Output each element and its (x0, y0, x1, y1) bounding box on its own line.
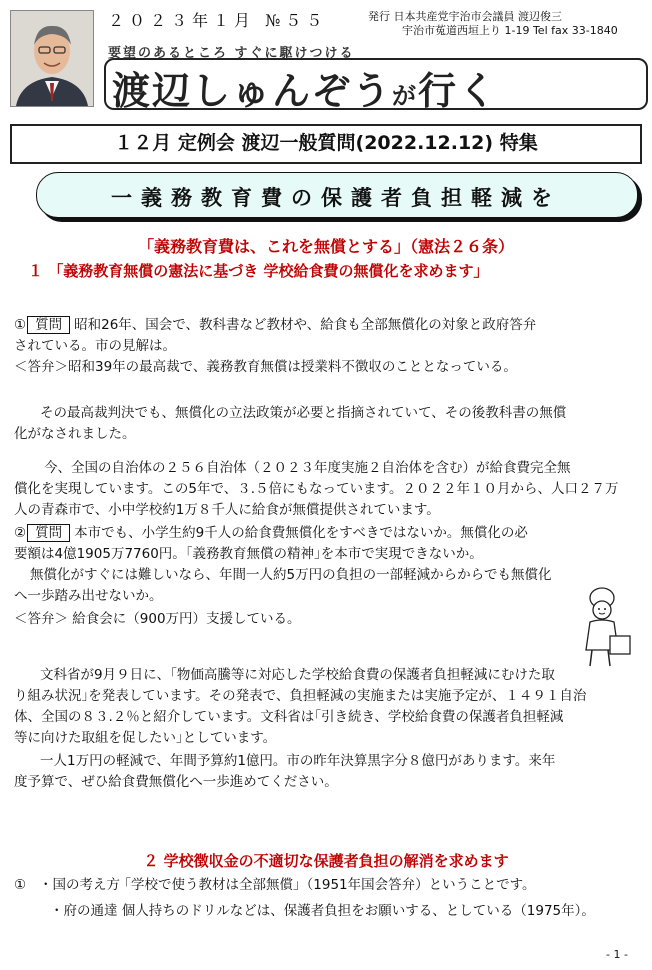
page-number: - 1 - (606, 948, 628, 961)
question2-line2: 要額は4億1905万7760円。｢義務教育無償の精神｣を本市で実現できないか。 (14, 546, 483, 562)
headline: １２月 定例会 渡辺一般質問(2022.12.12) 特集 (114, 132, 538, 154)
paragraph2-line2: 償化を実現しています。この5年で、３.５倍にもなっています。２０２２年１０月から、人口２７万 (14, 481, 619, 497)
answer2: ＜答弁＞ 給食会に（900万円）支援している。 (14, 611, 301, 627)
tagline: 要望のあるところ すぐに駆けつける (108, 46, 355, 61)
question2-line4: へ一歩踏み出せないか。 (14, 588, 163, 604)
paragraph1-line1: その最高裁判決でも、無償化の立法政策が必要と指摘されていて、その後教科書の無償 (40, 405, 567, 421)
question-label: 質問 (27, 316, 70, 334)
question2-line1 (14, 524, 528, 542)
paragraph3-line2: り組み状況｣を発表しています。その発表で、負担軽減の実施または実施予定が、１４９１自治 (14, 688, 587, 704)
publisher-address: 宇治市菟道西垣上り 1-19 Tel fax 33-1840 (402, 24, 618, 37)
section2-item1-line2: ・府の通達 個人持ちのドリルなどは、保護者負担をお願いする、としている（1975年）。 (50, 903, 595, 919)
publisher-info (368, 10, 618, 38)
q1-number: ① (14, 317, 27, 333)
answer1: ＜答弁＞昭和39年の最高裁で、義務教育無償は授業料不徴収のこととなっている。 (14, 359, 517, 375)
masthead-particle: が (392, 82, 419, 110)
paragraph4-line1: 一人1万円の軽減で、年間予算約1億円。市の昨年決算黒字分８億円があります。来年 (40, 753, 556, 769)
question-label: 質問 (27, 524, 70, 542)
banner-title: 一義務教育費の保護者負担軽減を (111, 185, 561, 210)
paragraph2-line1: 今、全国の自治体の２５６自治体（２０２３年度実施２自治体を含む）が給食費完全無 (44, 460, 571, 476)
question1-line1 (14, 316, 536, 334)
constitution-quote: 「義務教育費は、これを無償とする」（憲法２６条） (137, 237, 514, 256)
paragraph3-line3: 体、全国の８３.２％と紹介しています。文科省は｢引き続き、学校給食費の保護者負担軽減 (14, 709, 564, 725)
section2-item-number: ① (14, 877, 27, 893)
paragraph1-line2: 化がなされました。 (14, 426, 136, 442)
section1-title: １ 「義務教育無償の憲法に基づき 学校給食費の無償化を求めます」 (28, 262, 489, 280)
masthead-title (112, 60, 498, 115)
question1-line2: されている。市の見解は。 (14, 338, 176, 354)
paragraph4-line2: 度予算で、ぜひ給食費無償化へ一歩進めてください。 (14, 774, 338, 790)
paragraph2-line3: 人の青森市で、小中学校約1万８千人に給食が無償提供されています。 (14, 502, 440, 518)
question2-line3: 無償化がすぐには難しいなら、年間一人約5万円の負担の一部軽減からからでも無償化 (30, 567, 552, 583)
q2-number: ② (14, 525, 27, 541)
q1-text: 昭和26年、国会で、教科書など教材や、給食も全部無償化の対象と政府答弁 (74, 317, 537, 333)
publisher-line1: 発行 日本共産党宇治市会議員 渡辺俊三 (368, 10, 562, 23)
masthead-main: 渡辺しゅんぞう (112, 69, 393, 113)
section2-item1-line1 (14, 876, 536, 894)
author-photo (10, 10, 94, 107)
issue-number: ２０２３年１月 №５５ (108, 11, 328, 30)
section2-line1-text: ・国の考え方 ｢学校で使う教材は全部無償｣（1951年国会答弁）ということです。 (38, 877, 536, 893)
q2-text: 本市でも、小学生約9千人の給食費無償化をすべきではないか。無償化の必 (74, 525, 528, 541)
paragraph3-line1: 文科省が9月９日に、｢物価高騰等に対応した学校給食費の保護者負担軽減にむけた取 (40, 667, 555, 683)
paragraph3-line4: 等に向けた取組を促したい｣としています。 (14, 730, 277, 746)
section2-title: ２ 学校徴収金の不適切な保護者負担の解消を求めます (143, 852, 509, 870)
lunch-server-illustration (578, 580, 638, 670)
masthead-end: 行く (418, 69, 499, 113)
